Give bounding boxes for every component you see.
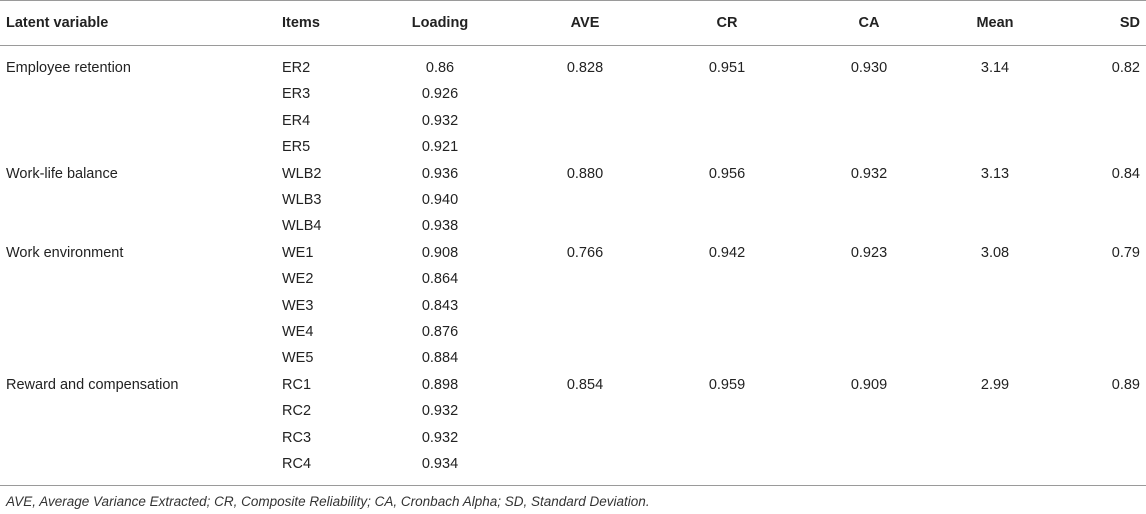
loading-value: 0.926 bbox=[421, 86, 459, 103]
item-label: WE5 bbox=[282, 350, 314, 367]
sd-value: 0.82 bbox=[1111, 60, 1140, 76]
ca-value: 0.909 bbox=[850, 376, 888, 393]
mean-value: 3.14 bbox=[980, 60, 1010, 76]
loading-value: 0.934 bbox=[421, 456, 459, 472]
item-label: WE4 bbox=[282, 324, 314, 340]
loading-value: 0.932 bbox=[421, 429, 459, 446]
header-ave: AVE bbox=[570, 15, 600, 31]
loading-value: 0.908 bbox=[421, 244, 459, 261]
item-label: ER2 bbox=[282, 60, 311, 76]
loading-value: 0.932 bbox=[421, 112, 459, 129]
loading-value: 0.940 bbox=[421, 192, 459, 208]
loading-value: 0.843 bbox=[421, 297, 459, 314]
loading-value: 0.938 bbox=[421, 218, 459, 235]
ca-value: 0.930 bbox=[850, 60, 888, 76]
loading-value: 0.864 bbox=[421, 271, 459, 288]
ave-value: 0.880 bbox=[566, 165, 604, 182]
header-rule bbox=[0, 45, 1146, 46]
item-label: WLB4 bbox=[282, 218, 322, 235]
header-latent-variable: Latent variable bbox=[6, 15, 109, 31]
header-cr: CR bbox=[716, 15, 738, 31]
ave-value: 0.766 bbox=[566, 244, 604, 261]
item-label: WLB3 bbox=[282, 192, 322, 208]
loading-value: 0.898 bbox=[421, 376, 459, 393]
header-items: Items bbox=[282, 15, 320, 31]
loading-value: 0.921 bbox=[421, 139, 459, 156]
mean-value: 3.08 bbox=[980, 244, 1010, 261]
loading-value: 0.876 bbox=[421, 324, 459, 340]
item-label: RC2 bbox=[282, 403, 312, 420]
item-label: RC3 bbox=[282, 429, 312, 446]
item-label: ER3 bbox=[282, 86, 311, 103]
item-label: WE3 bbox=[282, 297, 314, 314]
item-label: ER4 bbox=[282, 112, 311, 129]
ca-value: 0.923 bbox=[850, 244, 888, 261]
header-ca: CA bbox=[858, 15, 880, 31]
item-label: WLB2 bbox=[282, 165, 322, 182]
header-loading: Loading bbox=[411, 15, 469, 31]
latent-variable-label: Reward and compensation bbox=[6, 376, 179, 393]
loading-value: 0.884 bbox=[421, 350, 459, 367]
item-label: WE1 bbox=[282, 244, 314, 261]
sd-value: 0.89 bbox=[1111, 376, 1140, 393]
sd-value: 0.84 bbox=[1111, 165, 1140, 182]
latent-variable-label: Employee retention bbox=[6, 60, 131, 76]
loading-value: 0.86 bbox=[425, 60, 455, 76]
sd-value: 0.79 bbox=[1111, 244, 1140, 261]
item-label: RC1 bbox=[282, 376, 312, 393]
ave-value: 0.854 bbox=[566, 376, 604, 393]
loading-value: 0.936 bbox=[421, 165, 459, 182]
top-rule bbox=[0, 0, 1146, 1]
cr-value: 0.951 bbox=[708, 60, 746, 76]
cr-value: 0.956 bbox=[708, 165, 746, 182]
bottom-rule bbox=[0, 485, 1146, 486]
table-footnote: AVE, Average Variance Extracted; CR, Composite Reliability; CA, Cronbach Alpha; SD, Standard Deviation. bbox=[6, 494, 650, 509]
header-mean: Mean bbox=[976, 15, 1014, 31]
latent-variable-label: Work-life balance bbox=[6, 165, 118, 182]
cr-value: 0.959 bbox=[708, 376, 746, 393]
latent-variable-label: Work environment bbox=[6, 244, 124, 261]
header-sd: SD bbox=[1119, 15, 1140, 31]
cr-value: 0.942 bbox=[708, 244, 746, 261]
loading-value: 0.932 bbox=[421, 403, 459, 420]
mean-value: 2.99 bbox=[980, 376, 1010, 393]
item-label: RC4 bbox=[282, 456, 312, 472]
mean-value: 3.13 bbox=[980, 165, 1010, 182]
item-label: WE2 bbox=[282, 271, 314, 288]
ave-value: 0.828 bbox=[566, 60, 604, 76]
item-label: ER5 bbox=[282, 139, 311, 156]
ca-value: 0.932 bbox=[850, 165, 888, 182]
